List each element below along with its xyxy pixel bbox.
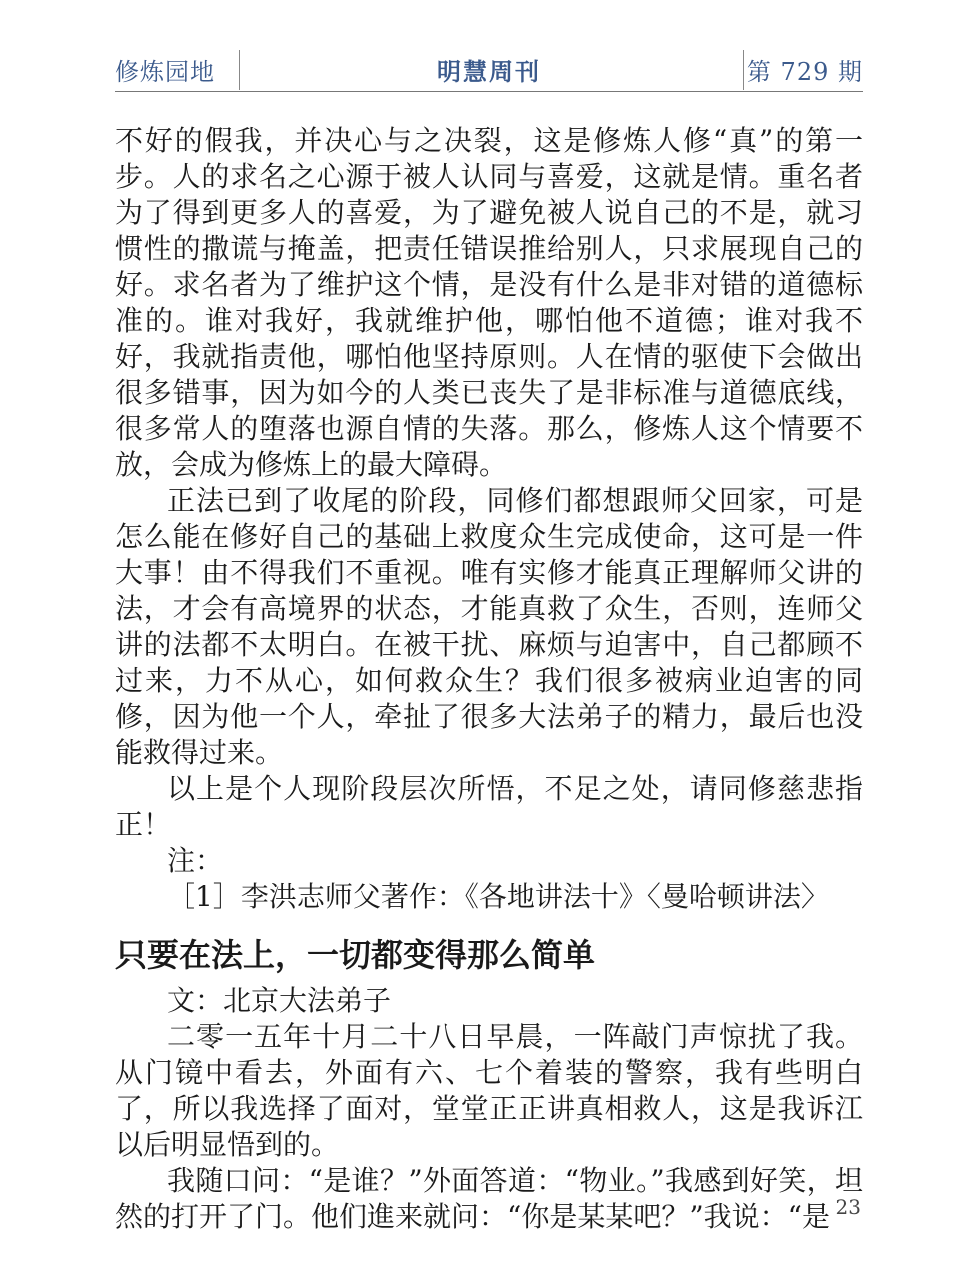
paragraph: 以上是个人现阶段层次所悟，不足之处，请同修慈悲指正！ [115, 772, 863, 841]
paragraph: 二零一五年十月二十八日早晨，一阵敲门声惊扰了我。从门镜中看去，外面有六、七个着装的警察，我有些明白了，所以我选择了面对，堂堂正正讲真相救人，这是我诉江以后明显悟到的。 [115, 1020, 863, 1161]
paragraph: 不好的假我，并决心与之决裂，这是修炼人修“真”的第一步。人的求名之心源于被人认同与喜爱，这就是情。重名者为了得到更多人的喜爱，为了避免被人说自己的不是，就习惯性的撒谎与掩盖，把责任错误推给别人，只求展现自己的好。求名者为了维护这个情，是没有什么是非对错的道德标准的。谁对我好，我就维护他，哪怕他不道德；谁对我不好，我就指责他，哪怕他坚持原则。人在情的驱使下会做出很多错事，因为如今的人类已丧失了是非标准与道德底线，很多常人的堕落也源自情的失落。那么，修炼人这个情要不放，会成为修炼上的最大障碍。 [115, 124, 863, 481]
article-title: 只要在法上，一切都变得那么简单 [115, 936, 596, 974]
section-name: 修炼园地 [115, 58, 215, 86]
paragraph: 正法已到了收尾的阶段，同修们都想跟师父回家，可是怎么能在修好自己的基础上救度众生完成使命，这可是一件大事！由不得我们不重视。唯有实修才能真正理解师父讲的法，才会有高境界的状态，才能真救了众生，否则，连师父讲的法都不太明白。在被干扰、麻烦与迫害中，自己都顾不过来，力不从心，如何救众生？我们很多被病业迫害的同修，因为他一个人，牵扯了很多大法弟子的精力，最后也没能救得过来。 [115, 484, 863, 769]
footnote: ［1］李洪志师父著作：《各地讲法十》〈曼哈顿讲法〉 [167, 880, 829, 913]
article-body [115, 123, 863, 1235]
note-label: 注： [167, 844, 224, 877]
page-header [115, 50, 863, 92]
header-rule [115, 91, 863, 92]
byline: 文：北京大法弟子 [167, 984, 392, 1017]
issue-number: 第 729 期 [746, 58, 863, 86]
paragraph: 我随口问：“是谁？”外面答道：“物业。”我感到好笑，坦然的打开了门。他们進来就问：“你是某某吧？”我说：“是 [115, 1164, 863, 1233]
header-divider-right [743, 50, 744, 90]
page-number: 23 [835, 1195, 861, 1219]
publication-title: 明慧周刊 [437, 57, 541, 86]
